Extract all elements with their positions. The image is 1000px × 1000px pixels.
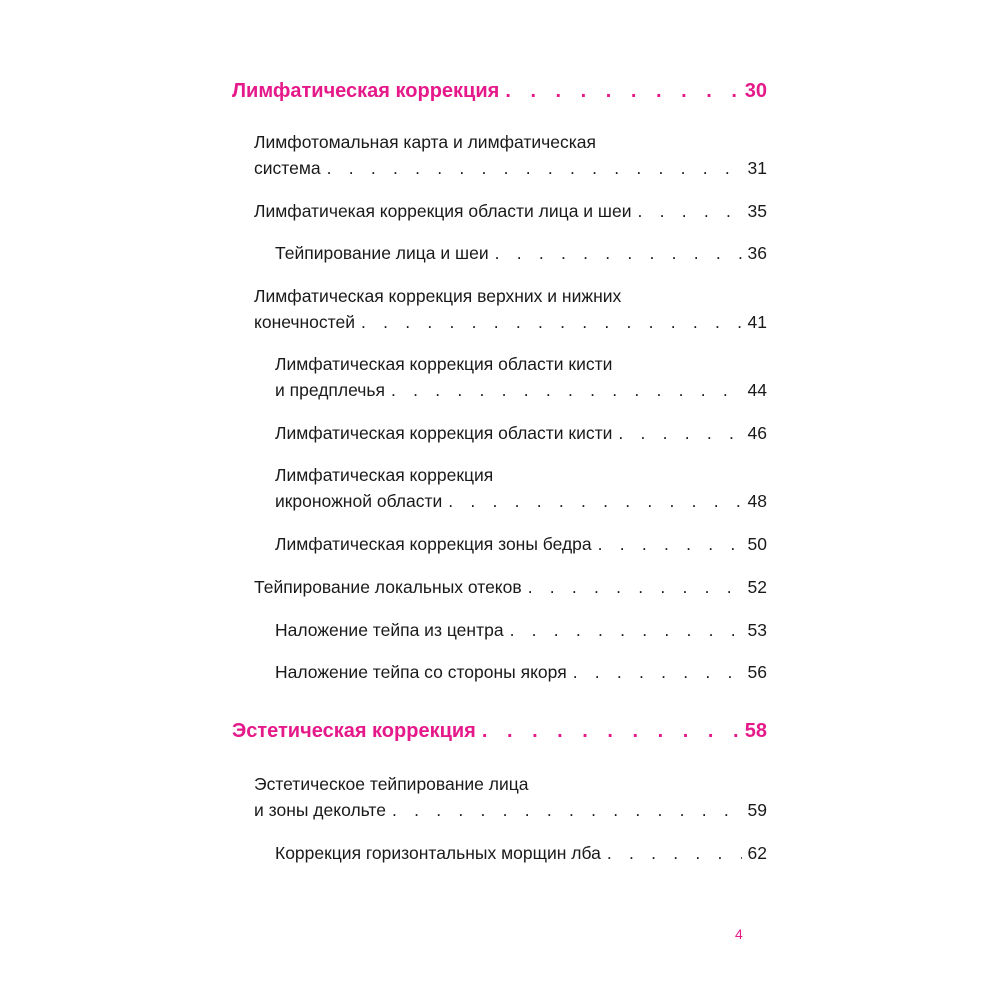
dot-leader bbox=[495, 240, 742, 266]
toc-entry[interactable] bbox=[275, 840, 767, 866]
toc-entry[interactable] bbox=[275, 351, 767, 403]
toc-entry[interactable] bbox=[254, 283, 767, 335]
toc-entry[interactable] bbox=[275, 240, 767, 266]
toc-entry-title: Коррекция горизонтальных морщин лба bbox=[275, 843, 601, 863]
dot-leader bbox=[598, 531, 742, 557]
toc-entry[interactable] bbox=[254, 129, 767, 181]
toc-page-number: 31 bbox=[747, 158, 767, 178]
dot-leader bbox=[618, 420, 741, 446]
toc-entry-title: Лимфатическая коррекция зоны бедра bbox=[275, 534, 592, 554]
toc-entry-title: система bbox=[254, 158, 321, 178]
toc-entry[interactable] bbox=[275, 462, 767, 514]
toc-page-number: 52 bbox=[747, 577, 767, 597]
toc-entry-title: и зоны декольте bbox=[254, 800, 386, 820]
toc-entry-title: Эстетическая коррекция bbox=[232, 720, 476, 742]
toc-entry[interactable] bbox=[254, 771, 767, 823]
toc-page-number: 35 bbox=[747, 201, 767, 221]
toc-entry-title: Лимфатичекая коррекция области лица и шеи bbox=[254, 201, 632, 221]
toc-entry[interactable] bbox=[275, 531, 767, 557]
toc-section-lymphatic-correction[interactable] bbox=[232, 77, 767, 105]
toc-entry-title: Тейпирование локальных отеков bbox=[254, 577, 522, 597]
toc-section-aesthetic-correction[interactable] bbox=[232, 717, 767, 745]
toc-page-number: 50 bbox=[747, 534, 767, 554]
dot-leader bbox=[607, 840, 742, 866]
dot-leader bbox=[573, 659, 742, 685]
toc-page-number: 44 bbox=[747, 380, 767, 400]
dot-leader bbox=[510, 617, 742, 643]
toc-entry[interactable] bbox=[254, 574, 767, 600]
toc-entry-title: Лимфатическая коррекция bbox=[232, 80, 500, 102]
toc-page-number: 62 bbox=[747, 843, 767, 863]
toc-entry-title-line1: Лимфатическая коррекция верхних и нижних bbox=[254, 286, 622, 306]
toc-page-number: 58 bbox=[744, 720, 767, 742]
dot-leader bbox=[448, 488, 741, 514]
toc-entry-title: и предплечья bbox=[275, 380, 385, 400]
page-number-footer: 4 bbox=[735, 926, 743, 942]
toc-page-number: 48 bbox=[747, 491, 767, 511]
toc-page-number: 46 bbox=[747, 423, 767, 443]
toc-page-number: 41 bbox=[747, 312, 767, 332]
toc-entry-title: Наложение тейпа со стороны якоря bbox=[275, 662, 567, 682]
toc-entry[interactable] bbox=[275, 617, 767, 643]
toc-entry-title: Лимфатическая коррекция области кисти bbox=[275, 423, 613, 443]
toc-page-number: 36 bbox=[747, 243, 767, 263]
toc-entry-title: Наложение тейпа из центра bbox=[275, 620, 504, 640]
toc-page-number: 30 bbox=[744, 80, 767, 102]
toc-entry-title-line1: Лимфотомальная карта и лимфатическая bbox=[254, 132, 596, 152]
dot-leader bbox=[327, 155, 742, 181]
toc-entry-title-line1: Эстетическое тейпирование лица bbox=[254, 774, 529, 794]
toc-page-number: 56 bbox=[747, 662, 767, 682]
dot-leader bbox=[361, 309, 742, 335]
toc-page-number: 59 bbox=[747, 800, 767, 820]
dot-leader bbox=[528, 574, 742, 600]
dot-leader bbox=[392, 797, 742, 823]
toc-entry-title: Тейпирование лица и шеи bbox=[275, 243, 489, 263]
toc-entry[interactable] bbox=[275, 659, 767, 685]
toc-entry-title: икроножной области bbox=[275, 491, 443, 511]
dot-leader bbox=[505, 77, 738, 105]
toc-page-number: 53 bbox=[747, 620, 767, 640]
toc-entry-title-line1: Лимфатическая коррекция bbox=[275, 465, 494, 485]
toc-entry-title-line1: Лимфатическая коррекция области кисти bbox=[275, 354, 613, 374]
dot-leader bbox=[482, 717, 739, 745]
toc-entry-title: конечностей bbox=[254, 312, 355, 332]
toc-entry[interactable] bbox=[275, 420, 767, 446]
dot-leader bbox=[391, 377, 742, 403]
dot-leader bbox=[637, 198, 741, 224]
toc-entry[interactable] bbox=[254, 198, 767, 224]
